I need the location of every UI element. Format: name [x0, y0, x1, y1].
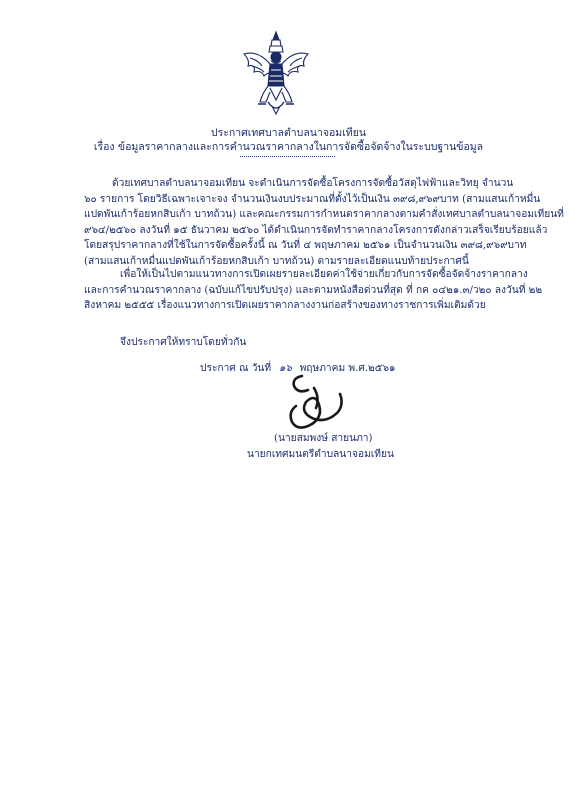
- signature-icon: [268, 372, 350, 434]
- closing-statement: จึงประกาศให้ทราบโดยทั่วกัน: [120, 337, 247, 348]
- paragraph-procurement: [84, 176, 564, 269]
- announcement-heading: ประกาศเทศบาลตำบลนาจอมเทียน: [210, 127, 367, 139]
- signer-name: (นายสมพงษ์ สายนภา): [274, 433, 373, 444]
- paragraph-line: แปดพันเก้าร้อยหกสิบเก้า บาทถ้วน) และคณะกรรมการกำหนดราคากลางตามคำสั่งเทศบาลตำบลนาจอมเทียนที่: [84, 209, 564, 220]
- paragraph-line: และการคำนวณราคากลาง (ฉบับแก้ไขปรับปรุง) และตามหนังสือด่วนที่สุด ที่ กค ๐๔๒๑.๓/ว๒๐ ลงวันที่ ๒๒: [84, 284, 543, 296]
- paragraph-line: โดยสรุปราคากลางที่ใช้ในการจัดซื้อครั้งนี้ ณ วันที่ ๔ พฤษภาคม ๒๕๖๑ เป็นจำนวนเงิน ๓๙๘,๙๖๙บาท: [84, 240, 527, 251]
- date-day-handwritten: ๑๖: [278, 363, 292, 374]
- date-suffix: พฤษภาคม พ.ศ.๒๕๖๑: [299, 363, 396, 374]
- paragraph-line: เพื่อให้เป็นไปตามแนวทางการเปิดเผยรายละเอียดค่าใช้จ่ายเกี่ยวกับการจัดซื้อจัดจ้างราคากลาง: [120, 269, 528, 280]
- paragraph-line: ด้วยเทศบาลตำบลนาจอมเทียน จะดำเนินการจัดซื้อโครงการจัดซื้อวัสดุไฟฟ้าและวิทยุ จำนวน: [112, 178, 514, 189]
- paragraph-line: ๖๐ รายการ โดยวิธีเฉพาะเจาะจง จำนวนเงินงบประมาณที่ตั้งไว้เป็นเงิน ๓๙๘,๙๖๙บาท (สามแสนเก้าหมื่น: [84, 193, 541, 205]
- paragraph-line: สิงหาคม ๒๕๕๕ เรื่องแนวทางการเปิดเผยราคากลางงานก่อสร้างของทางราชการเพิ่มเติมด้วย: [84, 300, 486, 311]
- announcement-subject: เรื่อง ข้อมูลราคากลางและการคำนวณราคากลางในการจัดซื้อจัดจ้างในระบบฐานข้อมูล: [93, 141, 484, 153]
- signer-title: นายกเทศมนตรีตำบลนาจอมเทียน: [247, 449, 394, 460]
- paragraph-line: ๙๖๔/๒๕๖๐ ลงวันที่ ๑๕ ธันวาคม ๒๕๖๐ ได้ดำเนินการจัดทำราคากลางโครงการดังกล่าวเสร็จเรียบร้อยแล้ว: [84, 224, 548, 236]
- divider: [240, 156, 335, 157]
- garuda-emblem-icon: [240, 30, 312, 116]
- paragraph-line: (สามแสนเก้าหมื่นแปดพันเก้าร้อยหกสิบเก้า บาทถ้วน) ตามรายละเอียดแนบท้ายประกาศนี้: [84, 255, 469, 267]
- date-prefix: ประกาศ ณ วันที่: [200, 363, 272, 374]
- paragraph-disclosure: [84, 267, 543, 314]
